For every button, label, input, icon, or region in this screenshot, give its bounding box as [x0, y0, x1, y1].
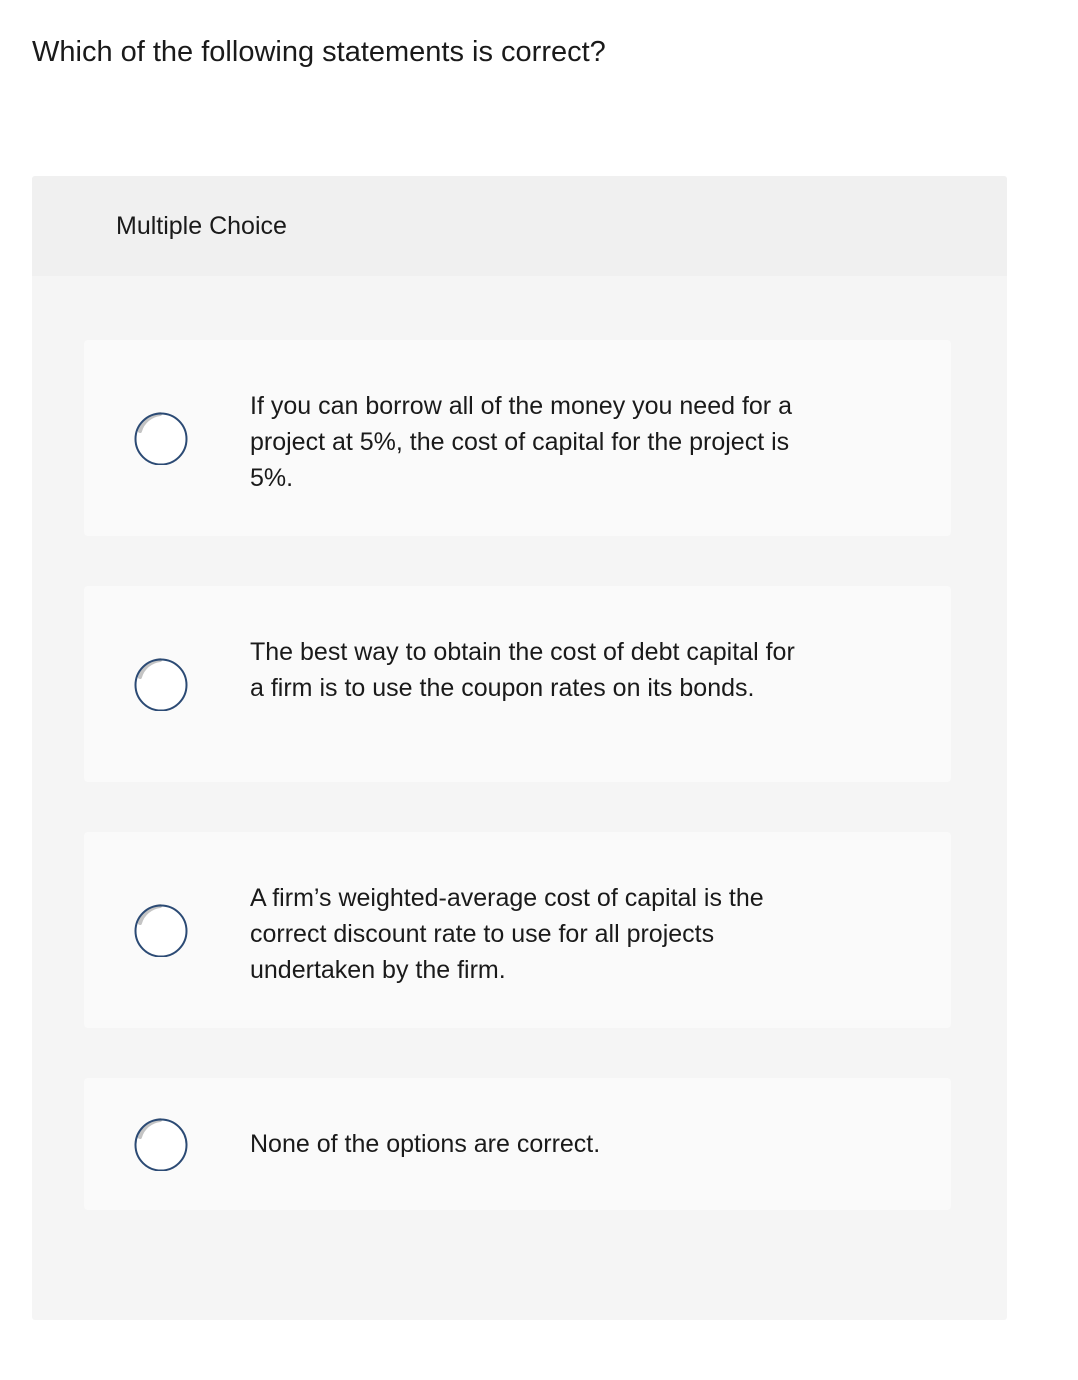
multiple-choice-panel [32, 176, 1007, 1320]
radio-unselected-icon[interactable] [134, 411, 188, 465]
choice-option-2[interactable] [84, 586, 951, 782]
radio-unselected-icon[interactable] [134, 1117, 188, 1171]
radio-circle [134, 657, 188, 711]
radio-circle [134, 411, 188, 465]
choice-text: The best way to obtain the cost of debt capital for a firm is to use the coupon rates on its bonds. [250, 638, 795, 702]
radio-circle [134, 1117, 188, 1171]
multiple-choice-label: Multiple Choice [116, 212, 287, 240]
radio-circle [134, 903, 188, 957]
radio-unselected-icon[interactable] [134, 657, 188, 711]
choice-text: None of the options are correct. [250, 1130, 601, 1158]
choice-option-4[interactable] [84, 1078, 951, 1210]
choice-text: If you can borrow all of the money you need for a project at 5%, the cost of capital for the project is 5%. [250, 392, 792, 492]
radio-unselected-icon[interactable] [134, 903, 188, 957]
choice-text: A firm’s weighted-average cost of capital is the correct discount rate to use for all projects undertaken by the firm. [250, 884, 764, 984]
choice-option-1[interactable] [84, 340, 951, 536]
choice-option-3[interactable] [84, 832, 951, 1028]
multiple-choice-header [32, 176, 1007, 276]
question-prompt: Which of the following statements is correct? [32, 36, 606, 68]
